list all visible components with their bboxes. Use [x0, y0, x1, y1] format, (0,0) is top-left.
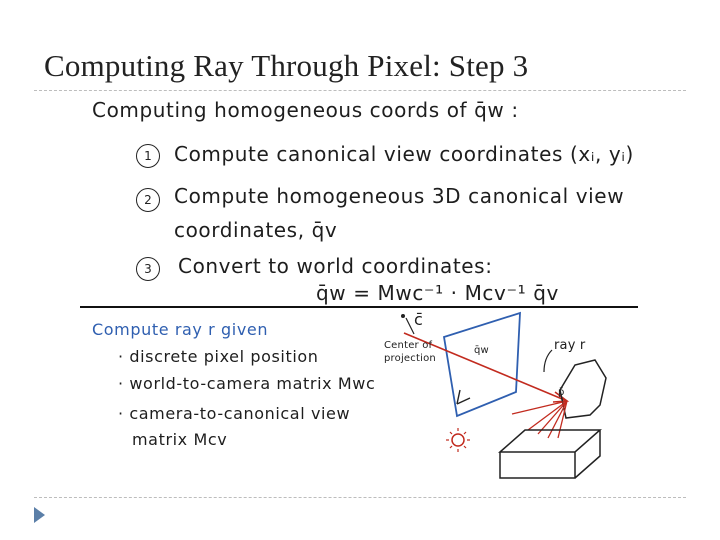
box-shape	[500, 430, 600, 478]
center-arrow	[406, 318, 414, 334]
given-item-1: · discrete pixel position	[118, 347, 319, 366]
bullet-arrow-icon	[34, 507, 45, 523]
center-label-c: c̄	[414, 310, 424, 329]
step-number-3: 3	[136, 257, 160, 281]
object-shape	[560, 360, 606, 418]
step-2-text-line1: Compute homogeneous 3D canonical view	[174, 184, 625, 208]
given-item-4: matrix Mcv	[132, 430, 228, 449]
given-heading: Compute ray r given	[92, 320, 269, 339]
camera-axis-up	[457, 390, 460, 404]
camera-axis-right	[457, 398, 470, 404]
step-1-text: Compute canonical view coordinates (xᵢ, yᵢ)	[174, 142, 634, 166]
center-label-line2: projection	[384, 353, 436, 364]
step-3-text: Convert to world coordinates:	[178, 254, 493, 278]
image-plane	[444, 313, 520, 416]
step-2-text-line2: coordinates, q̄v	[174, 218, 338, 242]
center-point	[401, 314, 405, 318]
given-item-2: · world-to-camera matrix Mwc	[118, 374, 376, 393]
step-3-formula: q̄w = Mwc⁻¹ · Mcv⁻¹ q̄v	[316, 281, 559, 305]
step-number-2: 2	[136, 188, 160, 212]
point-label: p̄	[558, 387, 565, 398]
light-source-icon	[452, 434, 464, 446]
ray-label-arrow	[544, 350, 552, 372]
footer-divider	[34, 497, 686, 498]
slide-title: Computing Ray Through Pixel: Step 3	[44, 48, 529, 83]
ray-label: ray r	[554, 338, 586, 353]
step-number-1: 1	[136, 144, 160, 168]
center-label-line1: Center of	[384, 340, 433, 351]
notes-heading: Computing homogeneous coords of q̄w :	[92, 98, 519, 122]
qw-label: q̄w	[474, 345, 489, 356]
given-item-3: · camera-to-canonical view	[118, 404, 351, 423]
